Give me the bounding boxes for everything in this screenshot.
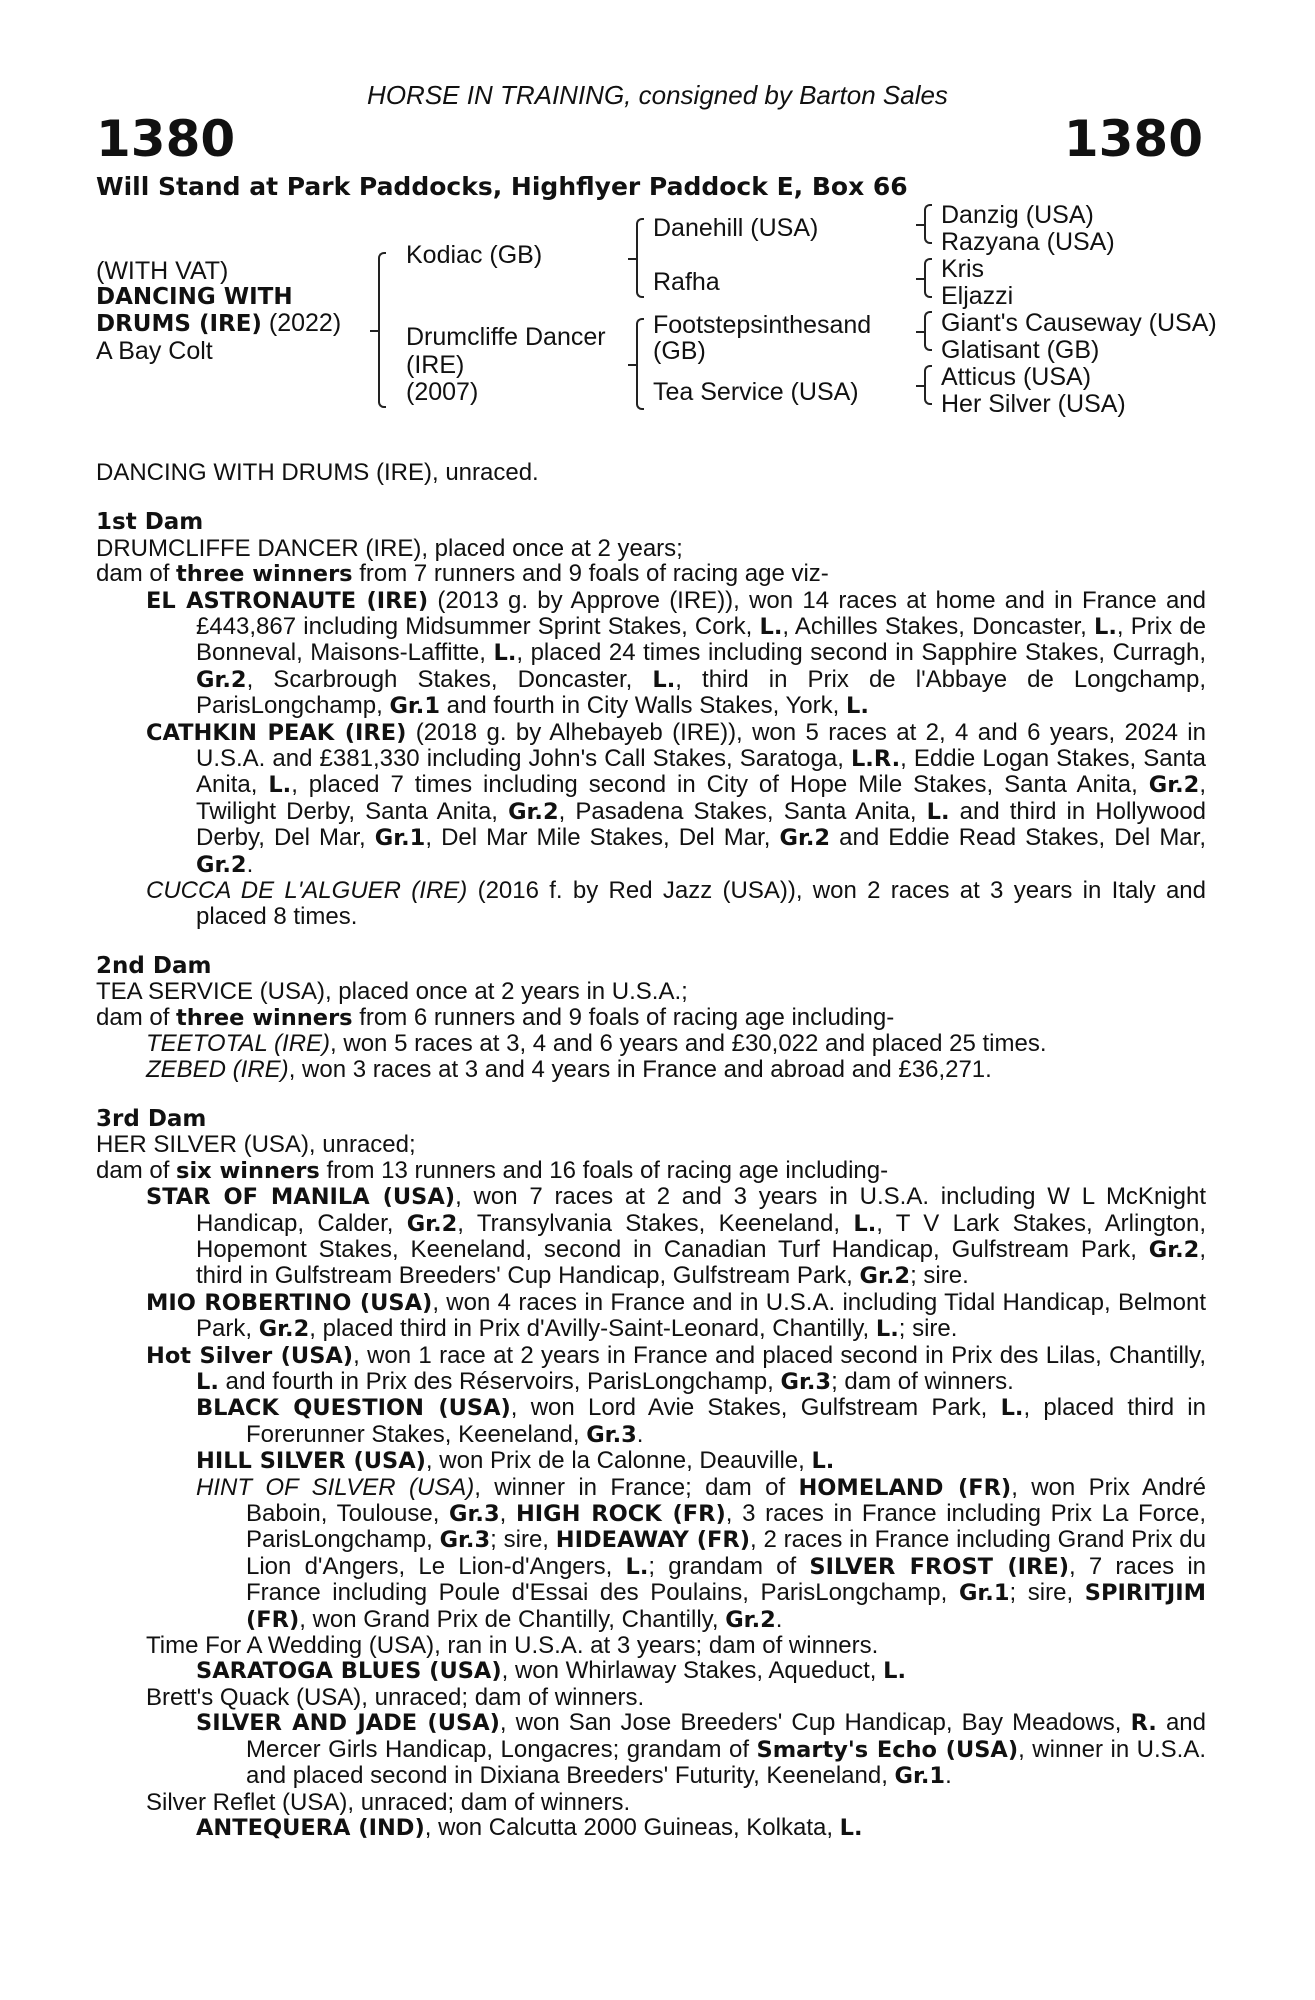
dam-line: TEA SERVICE (USA), placed once at 2 years in U.S.A.; (96, 978, 688, 1006)
dam-line: HER SILVER (USA), unraced; (96, 1131, 416, 1159)
lot-number-left: 1380 (96, 110, 236, 168)
progeny-entry: Brett's Quack (USA), unraced; dam of winners. (146, 1683, 645, 1711)
pedigree-brace (924, 311, 932, 351)
section-heading: 2nd Dam (96, 952, 212, 979)
progeny-entry: CUCCA DE L'ALGUER (IRE) (2016 f. by Red Jazz (USA)), won 2 races at 3 years in Italy and placed 8 times. (146, 877, 1207, 930)
pedigree-brace (636, 218, 644, 298)
dam-dam: Tea Service (USA) (653, 378, 859, 406)
progeny-entry: STAR OF MANILA (USA), won 7 races at 2 and 3 years in U.S.A. including W L McKnight Handicap, Calder, Gr.2, Transylvania Stakes, Keeneland, L., T V Lark Stakes, Arlington, Hopemont Stakes, Keeneland, second in Canadian Turf Handicap, Gulfstream Park, Gr.2, third in Gulfstream Breeders' Cup Handicap, Gulfstream Park, Gr.2; sire. (146, 1183, 1206, 1290)
gg-1: Danzig (USA) (941, 201, 1094, 229)
dam-sire-line1: Footstepsinthesand (653, 311, 872, 339)
progeny-entry: MIO ROBERTINO (USA), won 4 races in France and in U.S.A. including Tidal Handicap, Belmont Park, Gr.2, placed third in Prix d'Avilly-Saint-Leonard, Chantilly, L.; sire. (146, 1288, 1206, 1343)
dam-line: dam of three winners from 6 runners and 9 foals of racing age including- (96, 1003, 895, 1031)
pedigree-brace (636, 318, 644, 410)
progeny-entry: HILL SILVER (USA), won Prix de la Calonne, Deauville, L. (196, 1447, 835, 1475)
pedigree-brace (924, 204, 932, 244)
sire: Kodiac (GB) (406, 241, 543, 269)
progeny-entry: TEETOTAL (IRE), won 5 races at 3, 4 and 6 years and £30,022 and placed 25 times. (146, 1030, 1047, 1058)
progeny-entry: SARATOGA BLUES (USA), won Whirlaway Stakes, Aqueduct, L. (196, 1657, 907, 1685)
section-heading: 3rd Dam (96, 1105, 207, 1132)
pedigree-brace (924, 258, 932, 298)
gg-7: Atticus (USA) (941, 363, 1092, 391)
progeny-entry: Time For A Wedding (USA), ran in U.S.A. at 3 years; dam of winners. (146, 1632, 879, 1660)
progeny-entry: CATHKIN PEAK (IRE) (2018 g. by Alhebayeb (IRE)), won 5 races at 2, 4 and 6 years, 2024 in U.S.A. and £381,330 including John's Call Stakes, Saratoga, L.R., Eddie Logan Stakes, Santa Anita, L., placed 7 times including second in City of Hope Mile Stakes, Santa Anita, Gr.2, Twilight Derby, Santa Anita, Gr.2, Pasadena Stakes, Santa Anita, L. and third in Hollywood Derby, Del Mar, Gr.1, Del Mar Mile Stakes, Del Mar, Gr.2 and Eddie Read Stakes, Del Mar, Gr.2. (146, 718, 1207, 878)
gg-2: Razyana (USA) (941, 228, 1115, 256)
progeny-entry: Silver Reflet (USA), unraced; dam of winners. (146, 1788, 631, 1816)
horse-description: A Bay Colt (96, 337, 213, 365)
gg-5: Giant's Causeway (USA) (941, 309, 1217, 337)
horse-name-line1: DANCING WITH (96, 284, 293, 310)
dam-line: dam of three winners from 7 runners and 9 foals of racing age viz- (96, 560, 829, 588)
progeny-entry: EL ASTRONAUTE (IRE) (2013 g. by Approve (IRE)), won 14 races at home and in France and £443,867 including Midsummer Sprint Stakes, Cork, L., Achilles Stakes, Doncaster, L., Prix de Bonneval, Maisons-Laffitte, L., placed 24 times including second in Sapphire Stakes, Curragh, Gr.2, Scarbrough Stakes, Doncaster, L., third in Prix de l'Abbaye de Longchamp, ParisLongchamp, Gr.1 and fourth in City Walls Stakes, York, L. (146, 586, 1207, 720)
progeny-entry: Hot Silver (USA), won 1 race at 2 years in France and placed second in Prix des Lilas, Chantilly, L. and fourth in Prix des Réservoirs, ParisLongchamp, Gr.3; dam of winners. (146, 1341, 1206, 1395)
pedigree-brace (378, 252, 386, 408)
progeny-entry: BLACK QUESTION (USA), won Lord Avie Stakes, Gulfstream Park, L., placed third in Forerunner Stakes, Keeneland, Gr.3. (196, 1394, 1206, 1448)
dam-sire-line2: (GB) (653, 337, 706, 365)
progeny-entry: SILVER AND JADE (USA), won San Jose Breeders' Cup Handicap, Bay Meadows, R. and Mercer Girls Handicap, Longacres; grandam of Smarty's Echo (USA), winner in U.S.A. and placed second in Dixiana Breeders' Futurity, Keeneland, Gr.1. (196, 1709, 1207, 1790)
dam-line3: (2007) (406, 378, 479, 406)
sire-sire: Danehill (USA) (653, 214, 819, 242)
gg-3: Kris (941, 255, 985, 283)
section-heading: 1st Dam (96, 509, 204, 536)
stand-location: Will Stand at Park Paddocks, Highflyer Paddock E, Box 66 (96, 172, 908, 201)
catalogue-body (96, 460, 1206, 1841)
gg-4: Eljazzi (941, 282, 1014, 310)
progeny-entry: ANTEQUERA (IND), won Calcutta 2000 Guineas, Kolkata, L. (196, 1813, 863, 1841)
lot-number-right: 1380 (1063, 110, 1203, 168)
consignor-header: HORSE IN TRAINING, consigned by Barton Sales (367, 80, 948, 110)
dam-line: DRUMCLIFFE DANCER (IRE), placed once at 2 years; (96, 534, 683, 562)
dam-line2: (IRE) (406, 351, 465, 379)
gg-6: Glatisant (GB) (941, 336, 1100, 364)
unraced-line: DANCING WITH DRUMS (IRE), unraced. (96, 459, 539, 486)
progeny-entry: HINT OF SILVER (USA), winner in France; dam of HOMELAND (FR), won Prix André Baboin, Toulouse, Gr.3, HIGH ROCK (FR), 3 races in France including Prix La Force, ParisLongchamp, Gr.3; sire, HIDEAWAY (FR), 2 races in France including Grand Prix du Lion d'Angers, Le Lion-d'Angers, L.; grandam of SILVER FROST (IRE), 7 races in France including Poule d'Essai des Poulains, ParisLongchamp, Gr.1; sire, SPIRITJIM (FR), won Grand Prix de Chantilly, Chantilly, Gr.2. (196, 1473, 1207, 1633)
dam-line1: Drumcliffe Dancer (406, 323, 606, 351)
horse-vat: (WITH VAT) (96, 257, 229, 285)
sire-dam: Rafha (653, 268, 720, 296)
pedigree-brace (924, 365, 932, 405)
progeny-entry: ZEBED (IRE), won 3 races at 3 and 4 years in France and abroad and £36,271. (146, 1055, 992, 1083)
dam-line: dam of six winners from 13 runners and 16 foals of racing age including- (96, 1156, 889, 1184)
horse-name-line2: DRUMS (IRE) (2022) (96, 309, 342, 337)
gg-8: Her Silver (USA) (941, 390, 1126, 418)
